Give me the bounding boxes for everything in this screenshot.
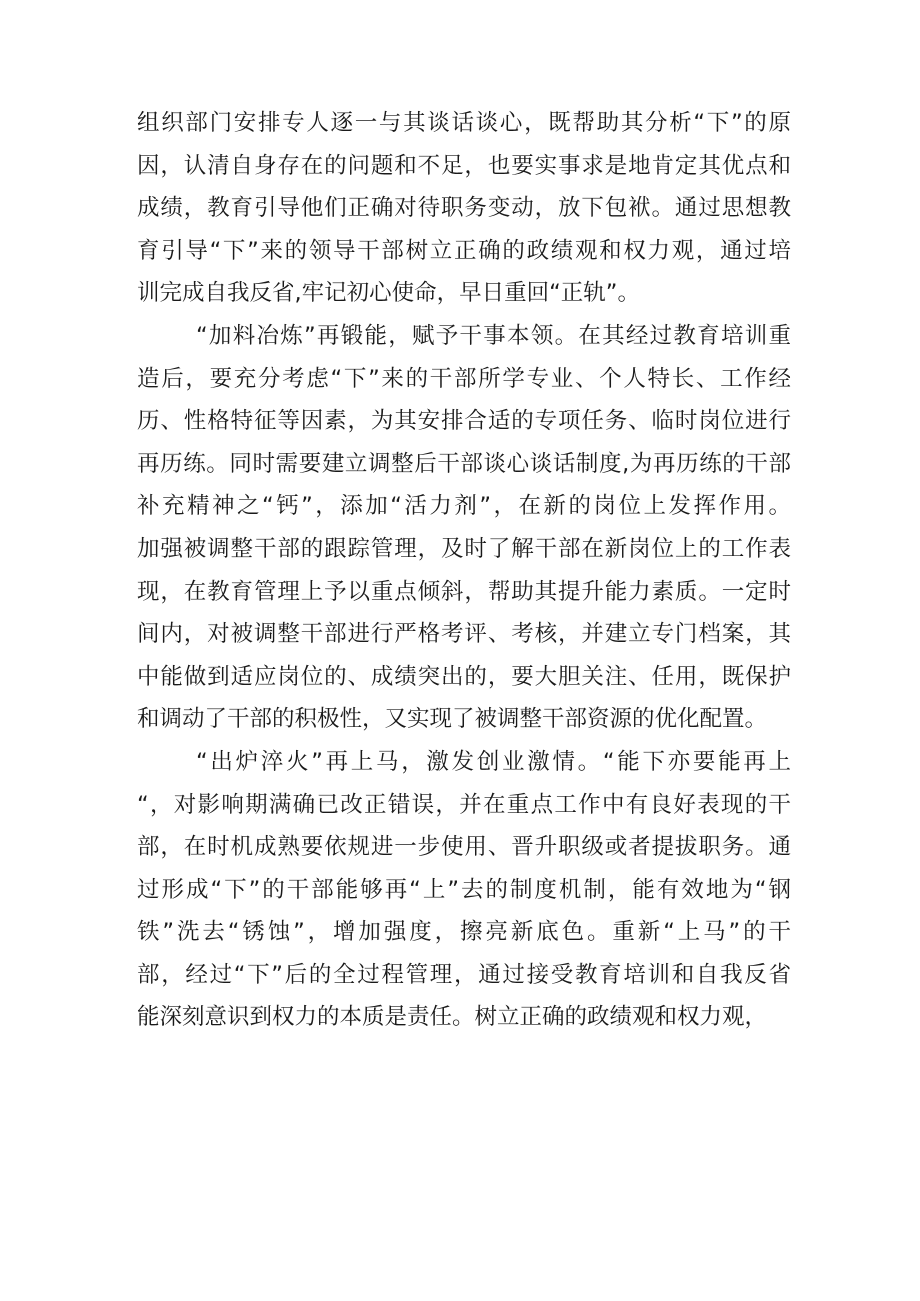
text-line: 现，在教育管理上予以重点倾斜，帮助其提升能力素质。一定时 (137, 578, 791, 605)
text-line: 加强被调整干部的跟踪管理，及时了解干部在新岗位上的工作表 (137, 535, 791, 562)
text-line: 铁”洗去“锈蚀”，增加强度，擦亮新底色。重新“上马”的干 (137, 919, 791, 946)
text-line: 部，在时机成熟要依规进一步使用、晋升职级或者提拔职务。通 (137, 834, 791, 861)
paragraph-heading-line: “出炉淬火”再上马，激发创业激情。“能下亦要能再上 (196, 748, 791, 775)
text-line: 成绩，教育引导他们正确对待职务变动，放下包袱。通过思想教 (137, 195, 791, 222)
text-line: 组织部门安排专人逐一与其谈话谈心，既帮助其分析“下”的原 (137, 110, 791, 136)
text-line: 补充精神之“钙”，添加“活力剂”，在新的岗位上发挥作用。 (137, 493, 791, 520)
text-line: 中能做到适应岗位的、成绩突出的，要大胆关注、任用，既保护 (137, 663, 791, 690)
text-line: 过形成“下”的干部能够再“上”去的制度机制，能有效地为“钢 (137, 876, 791, 903)
text-line: 间内，对被调整干部进行严格考评、考核，并建立专门档案，其 (137, 621, 791, 648)
text-line: 历、性格特征等因素，为其安排合适的专项任务、临时岗位进行 (137, 408, 791, 435)
text-line: 和调动了干部的积极性，又实现了被调整干部资源的优化配置。 (137, 706, 768, 733)
text-line: “，对影响期满确已改正错误，并在重点工作中有良好表现的干 (137, 791, 791, 818)
text-line: 育引导“下”来的领导干部树立正确的政绩观和权力观，通过培 (137, 237, 791, 264)
text-line: 因，认清自身存在的问题和不足，也要实事求是地肯定其优点和 (137, 152, 791, 179)
text-line: 训完成自我反省,牢记初心使命，早日重回“正轨”。 (137, 280, 640, 307)
body-text (137, 102, 791, 1039)
text-line: 造后，要充分考虑“下”来的干部所学专业、个人特长、工作经 (137, 365, 791, 392)
text-line: 部，经过“下”后的全过程管理，通过接受教育培训和自我反省 (137, 961, 791, 988)
text-line: 能深刻意识到权力的本质是责任。树立正确的政绩观和权力观， (137, 1004, 768, 1031)
paragraph-heading-line: “加料冶炼”再锻能，赋予干事本领。在其经过教育培训重 (196, 322, 791, 349)
text-line: 再历练。同时需要建立调整后干部谈心谈话制度,为再历练的干部 (137, 450, 791, 477)
